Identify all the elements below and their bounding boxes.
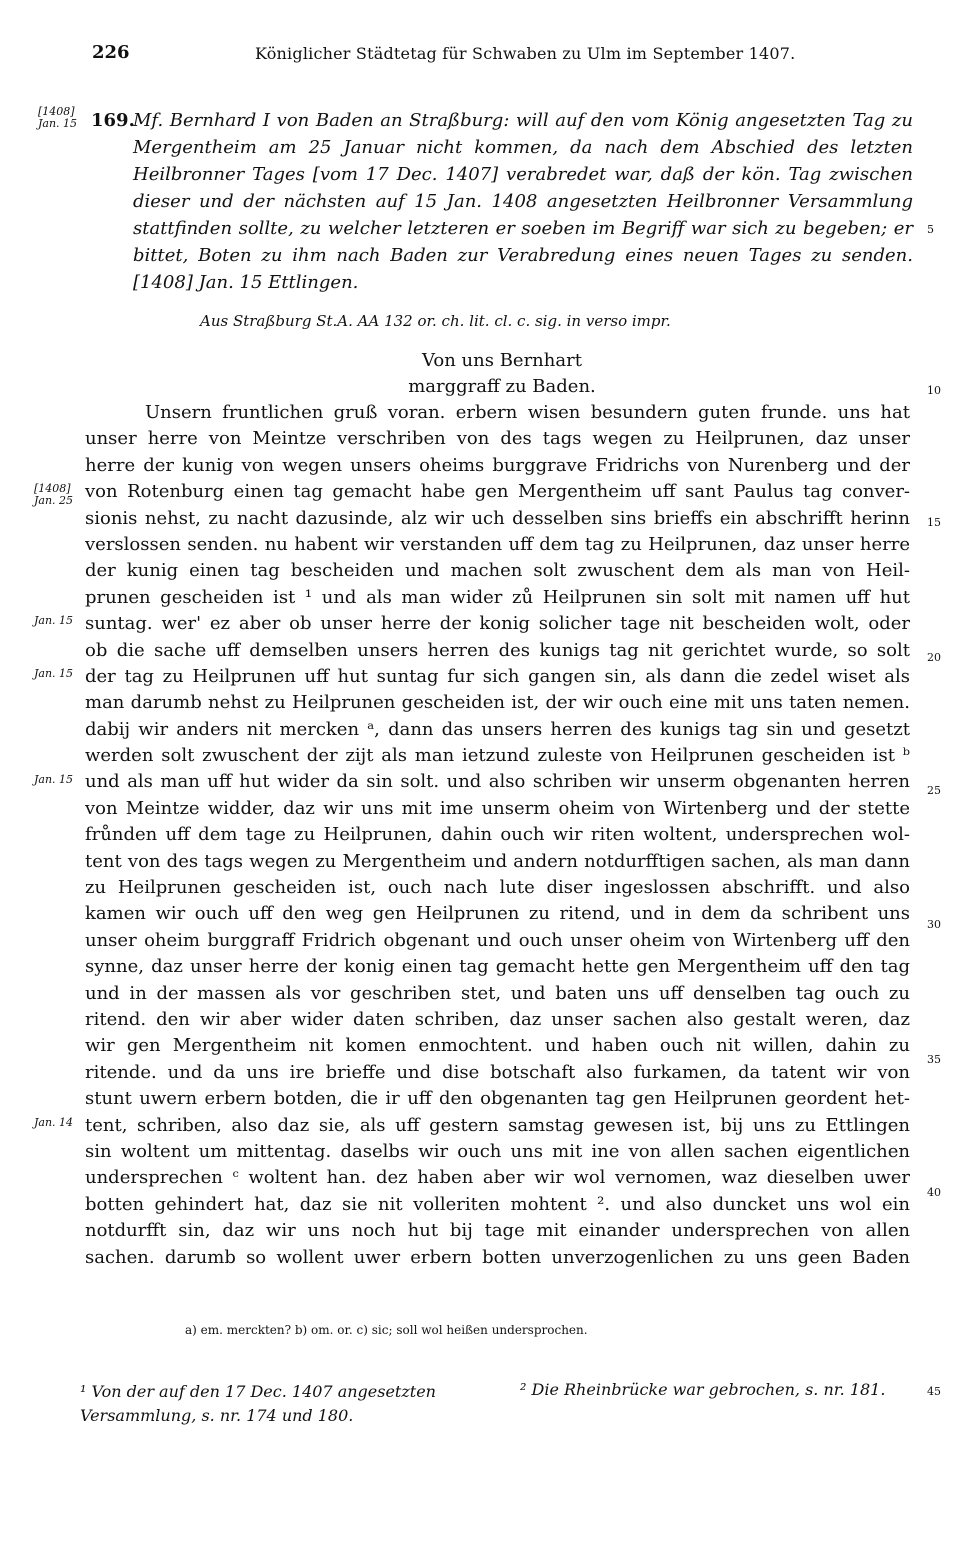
body-line: der tag zu Heilprunen uff hut suntag fur sich gangen sin, als dann die zedel wiset als: [85, 665, 910, 687]
body-line: Unsern fruntlichen gruß voran. erbern wisen besundern guten frunde. uns hat: [145, 402, 910, 423]
body-line: unser oheim burggraff Fridrich obgenant und ouch unser oheim von Wirtenberg uff den: [85, 929, 910, 951]
margin-date-note: [1408] Jan. 25: [34, 482, 74, 507]
line-number: 20: [927, 651, 941, 664]
salutation-line-1: Von uns Bernhart: [422, 350, 582, 371]
regest-summary: [91, 107, 913, 296]
running-title: Königlicher Städtetag für Schwaben zu Ulm im September 1407.: [255, 44, 796, 63]
critical-apparatus: a) em. merckten? b) om. or. c) sic; soll wol heißen undersprochen.: [185, 1323, 588, 1337]
body-line: ritende. und da uns ire brieffe und dise botschaft also furkamen, da tatent wir von: [85, 1061, 910, 1083]
line-number: 25: [927, 784, 941, 797]
body-line: suntag. wer' ez aber ob unser herre der konig solicher tage nit bescheiden wolt, oder: [85, 613, 910, 635]
body-line: ob die sache uff demselben unsers herren des kunigs tag nit gerichtet wurde, so solt: [85, 639, 910, 661]
footnote-2: ² Die Rheinbrücke war gebrochen, s. nr. 181.: [520, 1380, 886, 1399]
margin-date-note: Jan. 15: [34, 667, 74, 680]
body-line: herre der kunig von wegen unsers oheims burggrave Fridrichs von Nurenberg und der: [85, 454, 910, 476]
body-line: werden solt zwuschent der zijt als man ietzund zuleste von Heilprunen gescheiden ist ᵇ: [85, 745, 910, 767]
footnote-1: ¹ Von der auf den 17 Dec. 1407 angesetzten Versammlung, s. nr. 174 und 180.: [80, 1382, 436, 1425]
body-line: ritend. den wir aber wider daten schriben, daz unser sachen also gestalt weren, daz: [85, 1008, 910, 1030]
regest-margin-date: [1408] Jan. 15: [38, 105, 78, 130]
document-number: 169.: [91, 110, 135, 131]
body-line: man darumb nehst zu Heilprunen gescheiden ist, der wir ouch eine mit uns taten nemen.: [85, 692, 910, 714]
line-number: 30: [927, 918, 941, 931]
body-line: und in der massen als vor geschriben stet, und baten uns uff denselben tag ouch zu: [85, 982, 910, 1004]
regest-text: Mf. Bernhard I von Baden an Straßburg: will auf den vom König angesetzten Tag zu Mergentheim am 25 Januar nicht kommen, da nach dem Abschied des letzten Heilbronner Tages [vom 17 Dec. 1407] verabredet war, daß der kön. Tag zwischen dieser und der nächsten auf 15 Jan. 1408 angesetzten Heilbronner Versammlung stattfinden sollte, zu welcher letzteren er soeben im Begriff war sich zu begeben; er bittet, Boten zu ihm nach Baden zur Verabredung eines neuen Tages zu senden. [1408] Jan. 15 Ettlingen.: [133, 110, 913, 293]
body-line: prunen gescheiden ist ¹ und als man wider zů Heilprunen sin solt mit namen uff hut: [85, 586, 910, 608]
line-number: 15: [927, 516, 941, 529]
body-line: undersprechen ᶜ woltent han. dez haben aber wir wol vernomen, waz dieselben uwer: [85, 1167, 910, 1189]
letter-body: [85, 400, 910, 1271]
body-line: wir gen Mergentheim nit komen enmochtent. und haben ouch nit willen, dahin zu: [85, 1035, 910, 1057]
body-line: botten gehindert hat, daz sie nit volleriten mohtent ². und also duncket uns wol ein: [85, 1193, 910, 1215]
body-line: und als man uff hut wider da sin solt. und also schriben wir unserm obgenanten herren: [85, 771, 910, 793]
margin-date-note: Jan. 15: [34, 772, 74, 786]
body-line: sachen. darumb so wollent uwer erbern botten unverzogenlichen zu uns geen Baden: [85, 1246, 910, 1268]
margin-date-note: Jan. 15: [34, 614, 74, 628]
body-line: von Meintze widder, daz wir uns mit ime unserm oheim von Wirtenberg und der stette: [85, 797, 910, 819]
line-number: 45: [927, 1385, 941, 1398]
line-number: 5: [927, 223, 934, 236]
body-line: verslossen senden. nu habent wir verstanden uff dem tag zu Heilprunen, daz unser herre: [85, 533, 910, 555]
source-note: Aus Straßburg St.A. AA 132 or. ch. lit. cl. c. sig. in verso impr.: [200, 312, 671, 330]
body-line: kamen wir ouch uff den weg gen Heilprunen zu ritend, und in dem da schribent uns: [85, 903, 910, 925]
body-line: tent, schriben, also daz sie, als uff gestern samstag gewesen ist, bij uns zu Ettlingen: [85, 1114, 910, 1136]
margin-date-note: Jan. 14: [34, 1115, 74, 1129]
body-line: sin woltent um mittentag. daselbs wir ouch uns mit ine von allen sachen eigentlichen: [85, 1140, 910, 1162]
body-line: tent von des tags wegen zu Mergentheim und andern notdurfftigen sachen, als man dann: [85, 850, 910, 872]
body-line: unser herre von Meintze verschriben von des tags wegen zu Heilprunen, daz unser: [85, 428, 910, 450]
body-line: zu Heilprunen gescheiden ist, ouch nach lute diser ingeslossen abschrifft. und also: [85, 877, 910, 899]
line-number: 40: [927, 1186, 941, 1199]
body-line: dabij wir anders nit mercken ᵃ, dann das unsers herren des kunigs tag sin und gesetzt: [85, 718, 910, 740]
salutation-line-2: marggraff zu Baden.: [408, 376, 596, 397]
body-line: synne, daz unser herre der konig einen tag gemacht hette gen Mergentheim uff den tag: [85, 956, 910, 978]
body-line: frůnden uff dem tage zu Heilprunen, dahin ouch wir riten woltent, undersprechen wol-: [85, 824, 910, 846]
page-header: [0, 42, 960, 66]
body-line: stunt uwern erbern botden, die ir uff den obgenanten tag gen Heilprunen geordent het-: [85, 1088, 910, 1110]
page-number: 226: [92, 42, 130, 63]
body-line: von Rotenburg einen tag gemacht habe gen Mergentheim uff sant Paulus tag conver-: [85, 481, 910, 503]
body-line: notdurfft sin, daz wir uns noch hut bij tage mit einander undersprechen von allen: [85, 1220, 910, 1242]
line-number: 10: [927, 384, 941, 397]
line-number: 35: [927, 1053, 941, 1066]
body-line: der kunig einen tag bescheiden und machen solt zwuschent dem als man von Heil-: [85, 560, 910, 582]
body-line: sionis nehst, zu nacht dazusinde, alz wir uch desselben sins brieffs ein abschrifft herinn: [85, 507, 910, 529]
